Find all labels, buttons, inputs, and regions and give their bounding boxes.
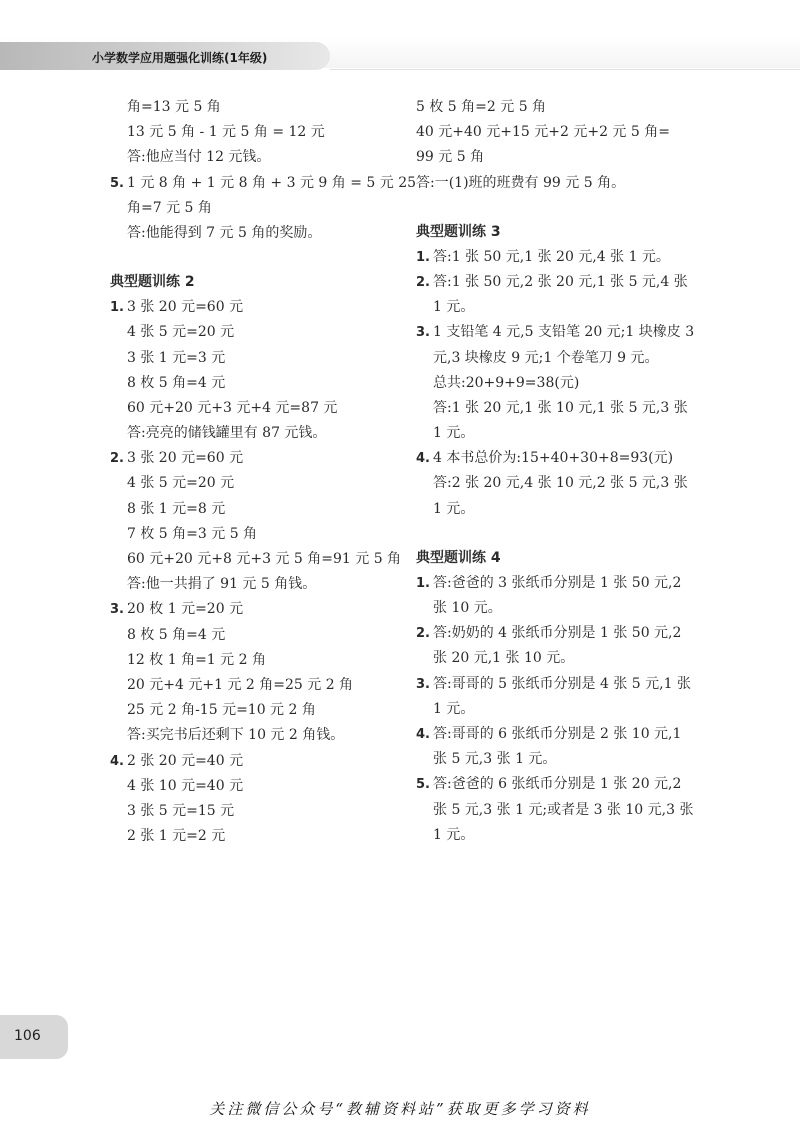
answer-line	[110, 547, 410, 572]
answer-line	[110, 597, 410, 622]
problem-number: 2.	[416, 626, 430, 642]
answer-text: 1 元。	[433, 826, 475, 843]
answer-text: 张 20 元,1 张 10 元。	[433, 650, 575, 667]
answer-text: 答:爸爸的 6 张纸币分别是 1 张 20 元,2	[433, 776, 682, 793]
answer-text: 答:爸爸的 3 张纸币分别是 1 张 50 元,2	[433, 574, 682, 591]
answer-line	[110, 95, 410, 120]
answer-text: 60 元+20 元+3 元+4 元=87 元	[127, 399, 338, 416]
left-column	[110, 95, 417, 849]
answer-text: 3 张 5 元=15 元	[127, 802, 235, 819]
answer-line	[110, 196, 410, 221]
answer-line	[416, 145, 716, 170]
answer-text: 25 元 2 角-15 元=10 元 2 角	[127, 702, 316, 719]
answer-text: 答:他能得到 7 元 5 角的奖励。	[127, 224, 322, 241]
answer-line	[416, 371, 716, 396]
answer-line	[110, 221, 410, 246]
section-gap	[416, 196, 716, 220]
answer-text: 答:1 张 20 元,1 张 10 元,1 张 5 元,3 张	[433, 399, 688, 416]
footer-note: 关注微信公众号“教辅资料站”获取更多学习资料	[209, 1100, 591, 1118]
answer-text: 答:一(1)班的班费有 99 元 5 角。	[416, 174, 626, 191]
answer-text: 8 枚 5 角=4 元	[127, 626, 226, 643]
answer-line	[110, 723, 410, 748]
answer-line	[416, 320, 716, 345]
answer-text: 8 张 1 元=8 元	[127, 500, 226, 517]
answer-line	[110, 295, 410, 320]
answer-line	[110, 371, 410, 396]
header-divider	[330, 69, 800, 70]
answer-line	[110, 497, 410, 522]
answer-line	[416, 171, 716, 196]
problem-number: 3.	[416, 325, 430, 341]
answer-text: 张 10 元。	[433, 600, 502, 616]
answer-text: 1 支铅笔 4 元,5 支铅笔 20 元;1 块橡皮 3	[433, 324, 695, 341]
problem-number: 4.	[416, 726, 430, 742]
section-heading: 典型题训练 3	[416, 223, 501, 240]
answer-text: 12 枚 1 角=1 元 2 角	[127, 651, 266, 668]
answer-line	[416, 672, 716, 697]
answer-line	[110, 346, 410, 371]
answer-line	[416, 446, 716, 471]
answer-text: 答:哥哥的 5 张纸币分别是 4 张 5 元,1 张	[433, 675, 691, 692]
problem-number: 3.	[416, 676, 430, 692]
answer-text: 答:他应当付 12 元钱。	[127, 149, 271, 166]
answer-text: 2 张 1 元=2 元	[127, 828, 226, 845]
problem-number: 1.	[416, 575, 430, 591]
answer-line	[416, 823, 716, 848]
answer-text: 2 张 20 元=40 元	[127, 752, 244, 769]
answer-text: 1 元。	[433, 500, 475, 517]
answer-line	[416, 747, 716, 772]
answer-line	[416, 571, 716, 596]
answer-text: 答:哥哥的 6 张纸币分别是 2 张 10 元,1	[433, 725, 682, 742]
answer-text: 4 张 5 元=20 元	[127, 324, 235, 341]
answer-text: 4 张 10 元=40 元	[127, 777, 244, 794]
answer-line	[416, 621, 716, 646]
answer-text: 3 张 20 元=60 元	[127, 299, 244, 316]
answer-line	[416, 596, 716, 621]
answer-line	[110, 171, 417, 196]
answer-text: 13 元 5 角 - 1 元 5 角 = 12 元	[127, 124, 325, 141]
answer-text: 40 元+40 元+15 元+2 元+2 元 5 角=	[416, 124, 670, 141]
answer-line	[416, 421, 716, 446]
answer-text: 99 元 5 角	[416, 149, 485, 166]
answer-text: 总共:20+9+9=38(元)	[433, 374, 580, 391]
answer-line	[110, 120, 410, 145]
answer-text: 60 元+20 元+8 元+3 元 5 角=91 元 5 角	[127, 551, 402, 567]
answer-text: 答:奶奶的 4 张纸币分别是 1 张 50 元,2	[433, 625, 682, 642]
problem-number: 1.	[416, 249, 430, 265]
answer-text: 8 枚 5 角=4 元	[127, 374, 226, 391]
answer-text: 4 张 5 元=20 元	[127, 475, 235, 492]
problem-number: 1.	[110, 300, 124, 316]
answer-text: 1 元。	[433, 299, 475, 316]
answer-line	[110, 145, 410, 170]
answer-line	[110, 623, 410, 648]
answer-text: 张 5 元,3 张 1 元。	[433, 751, 557, 768]
answer-line	[416, 646, 716, 671]
answer-text: 5 枚 5 角=2 元 5 角	[416, 99, 547, 115]
answer-text: 1 元 8 角 + 1 元 8 角 + 3 元 9 角 = 5 元 25	[127, 174, 417, 191]
answer-line	[110, 446, 410, 471]
answer-line	[416, 772, 716, 797]
answer-line	[110, 799, 410, 824]
answer-line	[110, 522, 410, 547]
problem-number: 2.	[110, 451, 124, 467]
answer-text: 答:买完书后还剩下 10 元 2 角钱。	[127, 727, 345, 744]
answer-text: 答:1 张 50 元,1 张 20 元,4 张 1 元。	[433, 248, 670, 265]
answer-text: 答:1 张 50 元,2 张 20 元,1 张 5 元,4 张	[433, 273, 688, 290]
right-column	[416, 95, 716, 848]
answer-line	[110, 673, 410, 698]
answer-line	[110, 572, 410, 597]
answer-text: 3 张 1 元=3 元	[127, 349, 226, 366]
answer-line	[110, 698, 410, 723]
answer-text: 答:2 张 20 元,4 张 10 元,2 张 5 元,3 张	[433, 475, 688, 492]
answer-text: 20 枚 1 元=20 元	[127, 601, 244, 618]
page-number: 106	[14, 1028, 41, 1044]
answer-text: 角=7 元 5 角	[127, 199, 212, 216]
section-heading: 典型题训练 4	[416, 549, 501, 566]
answer-text: 1 元。	[433, 425, 475, 442]
answer-line	[110, 471, 410, 496]
answer-line	[416, 270, 716, 295]
answer-line	[416, 497, 716, 522]
answer-line	[416, 245, 716, 270]
section-gap	[416, 522, 716, 546]
answer-text: 3 张 20 元=60 元	[127, 450, 244, 467]
answer-line	[110, 824, 410, 849]
answer-line	[416, 722, 716, 747]
problem-number: 2.	[416, 274, 430, 290]
answer-line	[110, 648, 410, 673]
answer-line	[110, 774, 410, 799]
answer-text: 4 本书总价为:15+40+30+8=93(元)	[433, 450, 674, 467]
answer-text: 元,3 块橡皮 9 元;1 个卷笔刀 9 元。	[433, 349, 659, 366]
answer-line	[416, 346, 716, 371]
section-gap	[110, 246, 410, 270]
answer-text: 1 元。	[433, 700, 475, 717]
problem-number: 3.	[110, 602, 124, 618]
answer-line	[110, 320, 410, 345]
answer-line	[416, 798, 716, 823]
problem-number: 5.	[416, 777, 430, 793]
answer-text: 20 元+4 元+1 元 2 角=25 元 2 角	[127, 676, 354, 693]
answer-line	[416, 396, 716, 421]
answer-text: 答:亮亮的储钱罐里有 87 元钱。	[127, 425, 327, 442]
problem-number: 4.	[416, 451, 430, 467]
section-heading: 典型题训练 2	[110, 274, 195, 291]
answer-text: 角=13 元 5 角	[127, 99, 221, 115]
answer-line	[416, 295, 716, 320]
answer-text: 答:他一共捐了 91 元 5 角钱。	[127, 576, 317, 593]
answer-line	[416, 120, 716, 145]
answer-text: 张 5 元,3 张 1 元;或者是 3 张 10 元,3 张	[433, 801, 694, 818]
problem-number: 4.	[110, 753, 124, 769]
answer-line	[416, 471, 716, 496]
answer-line	[110, 421, 410, 446]
answer-line	[110, 749, 410, 774]
problem-number: 5.	[110, 175, 124, 191]
answer-line	[416, 95, 716, 120]
book-title: 小学数学应用题强化训练(1年级)	[92, 51, 268, 65]
answer-text: 7 枚 5 角=3 元 5 角	[127, 525, 258, 542]
answer-line	[110, 396, 410, 421]
answer-line	[416, 697, 716, 722]
